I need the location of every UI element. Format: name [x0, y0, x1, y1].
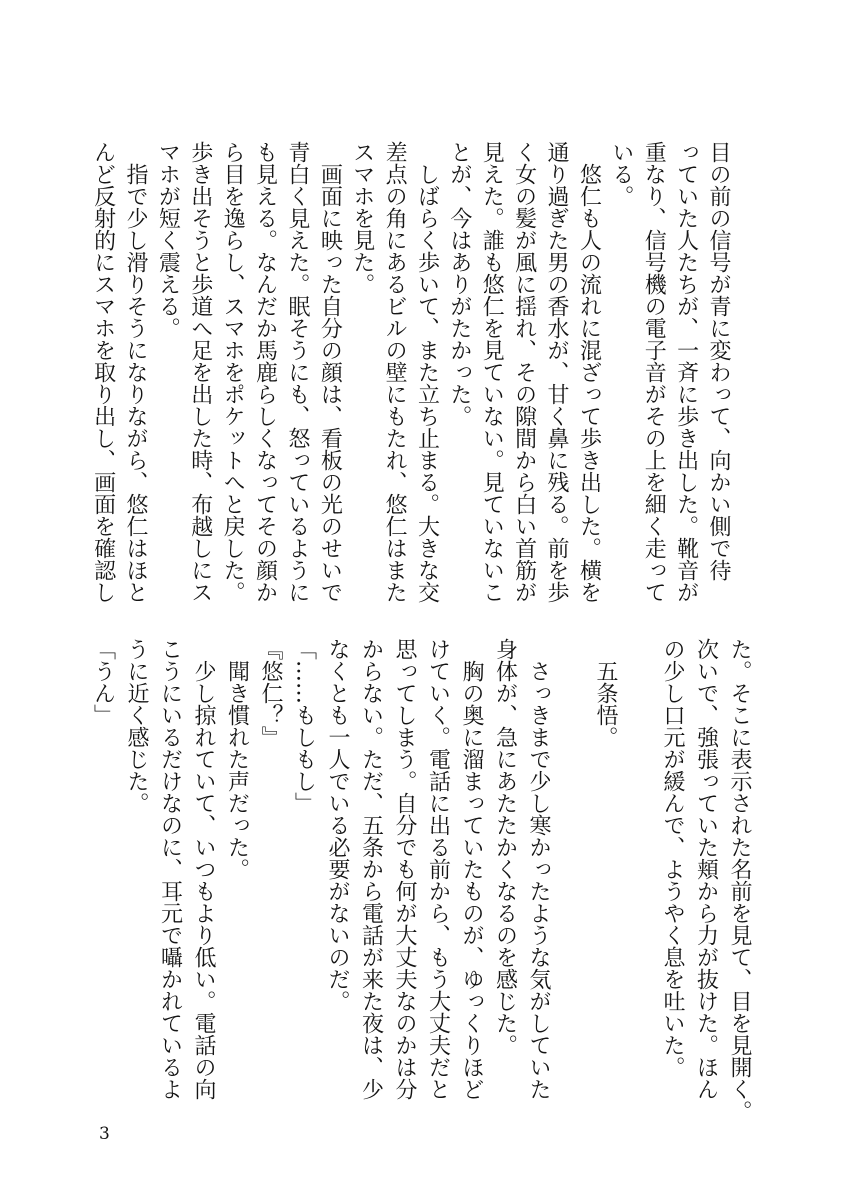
text-column: 聞き慣れた声だった。	[224, 638, 250, 880]
text-column: 歩き出そうと歩道へ足を出した時、布越しにス	[187, 141, 213, 603]
dialogue-line: 『悠仁？』	[258, 638, 283, 748]
text-column: 指で少し滑りそうになりながら、悠仁はほと	[122, 141, 148, 603]
text-column: ら目を逸らし、スマホをポケットへと戻した。	[220, 141, 246, 603]
blank-line	[555, 638, 589, 1130]
text-column: 次いで、強張っていた頬から力が抜けた。ほん	[693, 638, 719, 1100]
text-column: しばらく歩いて、また立ち止まる。大きな交	[414, 141, 440, 603]
text-column: の少し口元が緩んで、ようやく息を吐いた。	[660, 638, 685, 1078]
text-column: んど反射的にスマホを取り出し、画面を確認し	[90, 141, 116, 603]
dialogue-line: 「うん」	[90, 638, 116, 726]
text-column: なくとも一人でいる必要がないのだ。	[325, 638, 350, 1012]
text-column: 五条悟。	[593, 638, 618, 748]
text-column: 胸の奥に溜まっていたものが、ゆっくりほど	[459, 638, 484, 1100]
text-column: マホが短く震える。	[155, 141, 181, 339]
lower-text-block	[86, 638, 756, 1130]
text-column: 差点の角にあるビルの壁にもたれ、悠仁はまた	[382, 141, 408, 603]
text-column: 身体が、急にあたたかくなるのを感じた。	[492, 638, 518, 1056]
text-column: 画面に映った自分の顔は、看板の光のせいで	[317, 141, 343, 603]
text-column: 思ってしまう。自分でも何が大丈夫なのかは分	[392, 638, 417, 1100]
text-column: 少し掠れていて、いつもより低い。電話の向	[191, 638, 216, 1100]
text-column: 通り過ぎた男の香水が、甘く鼻に残る。前を歩	[544, 141, 570, 603]
text-column: く女の髪が風に揺れ、その隙間から白い首筋が	[511, 141, 537, 603]
text-column: さっきまで少し寒かったような気がしていた	[526, 638, 551, 1100]
text-column: からない。ただ、五条から電話が来た夜は、少	[358, 638, 384, 1100]
text-column: うに近く感じた。	[124, 638, 149, 814]
text-column: も見える。なんだか馬鹿らしくなってその顔か	[252, 141, 278, 603]
text-column: けていく。電話に出る前から、もう大丈夫だと	[425, 638, 451, 1100]
text-column: 見えた。誰も悠仁を見ていない。見ていないこ	[479, 141, 505, 603]
text-column: 重なり、信号機の電子音がその上を細く走って	[641, 141, 667, 603]
text-column: 目の前の信号が青に変わって、向かい側で待	[706, 141, 731, 581]
upper-text-block	[86, 141, 734, 633]
blank-line	[622, 638, 656, 1130]
page-number: 3	[99, 1124, 110, 1144]
text-column: 青白く見えた。眠そうにも、怒っているように	[284, 141, 310, 603]
text-column: っていた人たちが、一斉に歩き出した。靴音が	[673, 141, 699, 603]
text-column: とが、今はありがたかった。	[446, 141, 472, 427]
text-column: こうにいるだけなのに、耳元で囁かれているよ	[157, 638, 183, 1100]
text-column: いる。	[608, 141, 634, 207]
text-column: スマホを見た。	[349, 141, 375, 295]
text-column: 悠仁も人の流れに混ざって歩き出した。横を	[576, 141, 602, 603]
text-column: た。そこに表示された名前を見て、目を見開く。	[727, 638, 752, 1122]
dialogue-line: 「……もしもし」	[291, 638, 317, 814]
